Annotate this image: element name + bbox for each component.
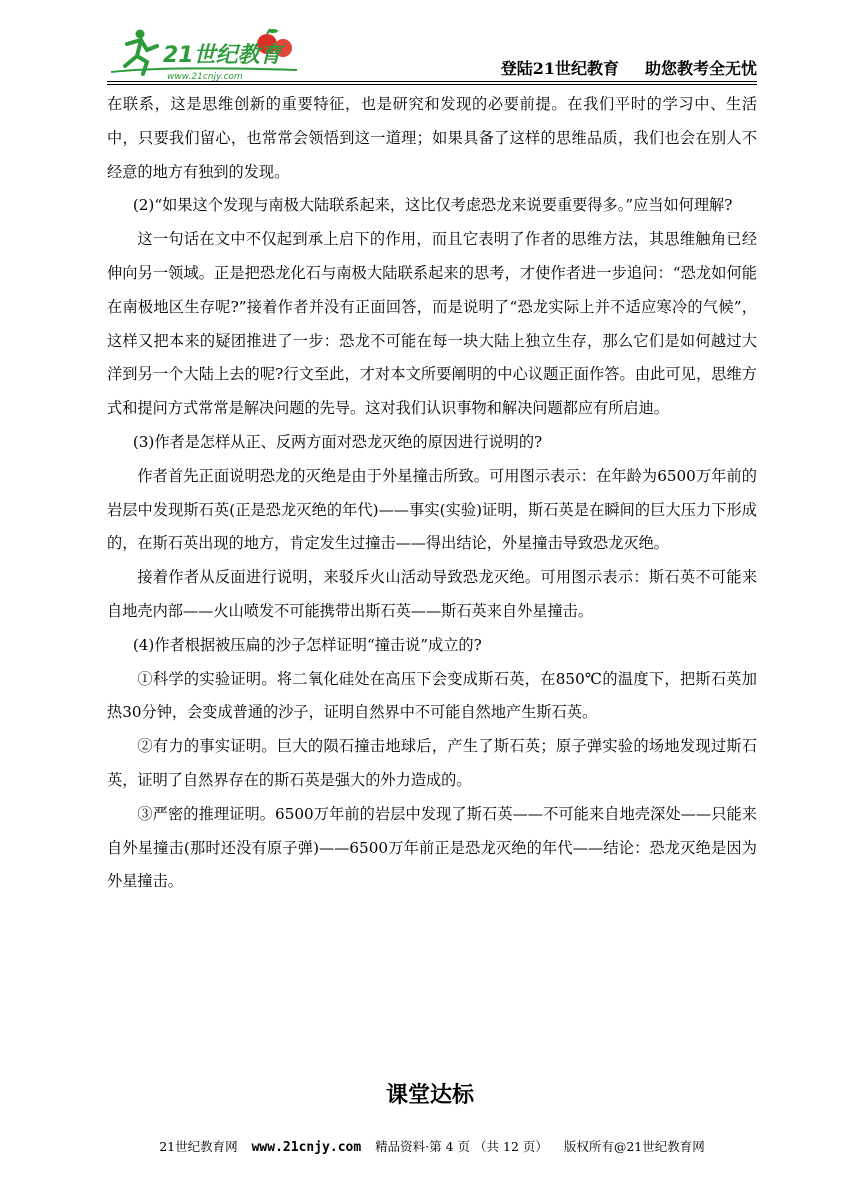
footer-site-link[interactable]: www.21cnjy.com [251, 1140, 362, 1155]
question-2: (2)“如果这个发现与南极大陆联系起来，这比仅考虑恐龙来说要重要得多。”应当如何理解? [132, 196, 733, 215]
logo-text: 21世纪教育 [163, 43, 282, 68]
paragraph: 接着作者从反面进行说明，来驳斥火山活动导致恐龙灭绝。可用图示表示：斯石英不可能来自地壳内部——火山喷发不可能携带出斯石英——斯石英来自外星撞击。 [107, 568, 757, 620]
footer-copyright: 版权所有@21世纪教育网 [563, 1139, 705, 1154]
question-4: (4)作者根据被压扁的沙子怎样证明“撞击说”成立的? [132, 635, 482, 654]
header-divider [107, 81, 757, 82]
paragraph: 作者首先正面说明恐龙的灭绝是由于外星撞击所致。可用图示表示：在年龄为6500万年前的岩层中发现斯石英(正是恐龙灭绝的年代)——事实(实验)证明，斯石英是在瞬间的巨大压力下形成的，在斯石英出现的地方，肯定发生过撞击——得出结论，外星撞击导致恐龙灭绝。 [107, 466, 757, 553]
question-3: (3)作者是怎样从正、反两方面对恐龙灭绝的原因进行说明的? [132, 432, 543, 451]
header-slogan [501, 56, 757, 79]
paragraph: 这一句话在文中不仅起到承上启下的作用，而且它表明了作者的思维方法，其思维触角已经伸向另一领域。正是把恐龙化石与南极大陆联系起来的思考，才使作者进一步追问：“恐龙如何能在南极地区生存呢?”接着作者并没有正面回答，而是说明了“恐龙实际上并不适应寒冷的气候”，这样又把本来的疑团推进了一步：恐龙不可能在每一块大陆上独立生存，那么它们是如何越过大洋到另一个大陆上去的呢?行文至此，才对本文所要阐明的中心议题正面作答。由此可见，思维方式和提问方式常常是解决问题的先导。这对我们认识事物和解决问题都应有所启迪。 [107, 230, 757, 418]
footer-page-info: 精品资料·第 4 页 （共 12 页） [375, 1139, 548, 1154]
paragraph: ③严密的推理证明。6500万年前的岩层中发现了斯石英——不可能来自地壳深处——只能来自外星撞击(那时还没有原子弹)——6500万年前正是恐龙灭绝的年代——结论：恐龙灭绝是因为外星撞击。 [107, 804, 757, 891]
slogan-left: 登陆21世纪教育 [500, 59, 619, 78]
site-logo[interactable] [107, 26, 307, 82]
page-header [107, 22, 757, 84]
paragraph: ②有力的事实证明。巨大的陨石撞击地球后，产生了斯石英；原子弹实验的场地发现过斯石英，证明了自然界存在的斯石英是强大的外力造成的。 [107, 737, 757, 789]
page-footer [107, 1137, 757, 1155]
paragraph: 在联系，这是思维创新的重要特征，也是研究和发现的必要前提。在我们平时的学习中、生活中，只要我们留心，也常常会领悟到这一道理；如果具备了这样的思维品质，我们也会在别人不经意的地方有独到的发现。 [107, 95, 757, 181]
header-divider-second [107, 84, 757, 85]
section-title: 课堂达标 [385, 1083, 474, 1108]
footer-left: 21世纪教育网 [159, 1139, 238, 1154]
document-body [107, 88, 757, 899]
paragraph: ①科学的实验证明。将二氧化硅处在高压下会变成斯石英，在850℃的温度下，把斯石英加热30分钟，会变成普通的沙子，证明自然界中不可能自然地产生斯石英。 [107, 669, 757, 722]
slogan-right: 助您教考全无忧 [644, 59, 757, 78]
logo-url-text: www.21cnjy.com [167, 72, 243, 82]
logo-graphic [107, 26, 307, 82]
